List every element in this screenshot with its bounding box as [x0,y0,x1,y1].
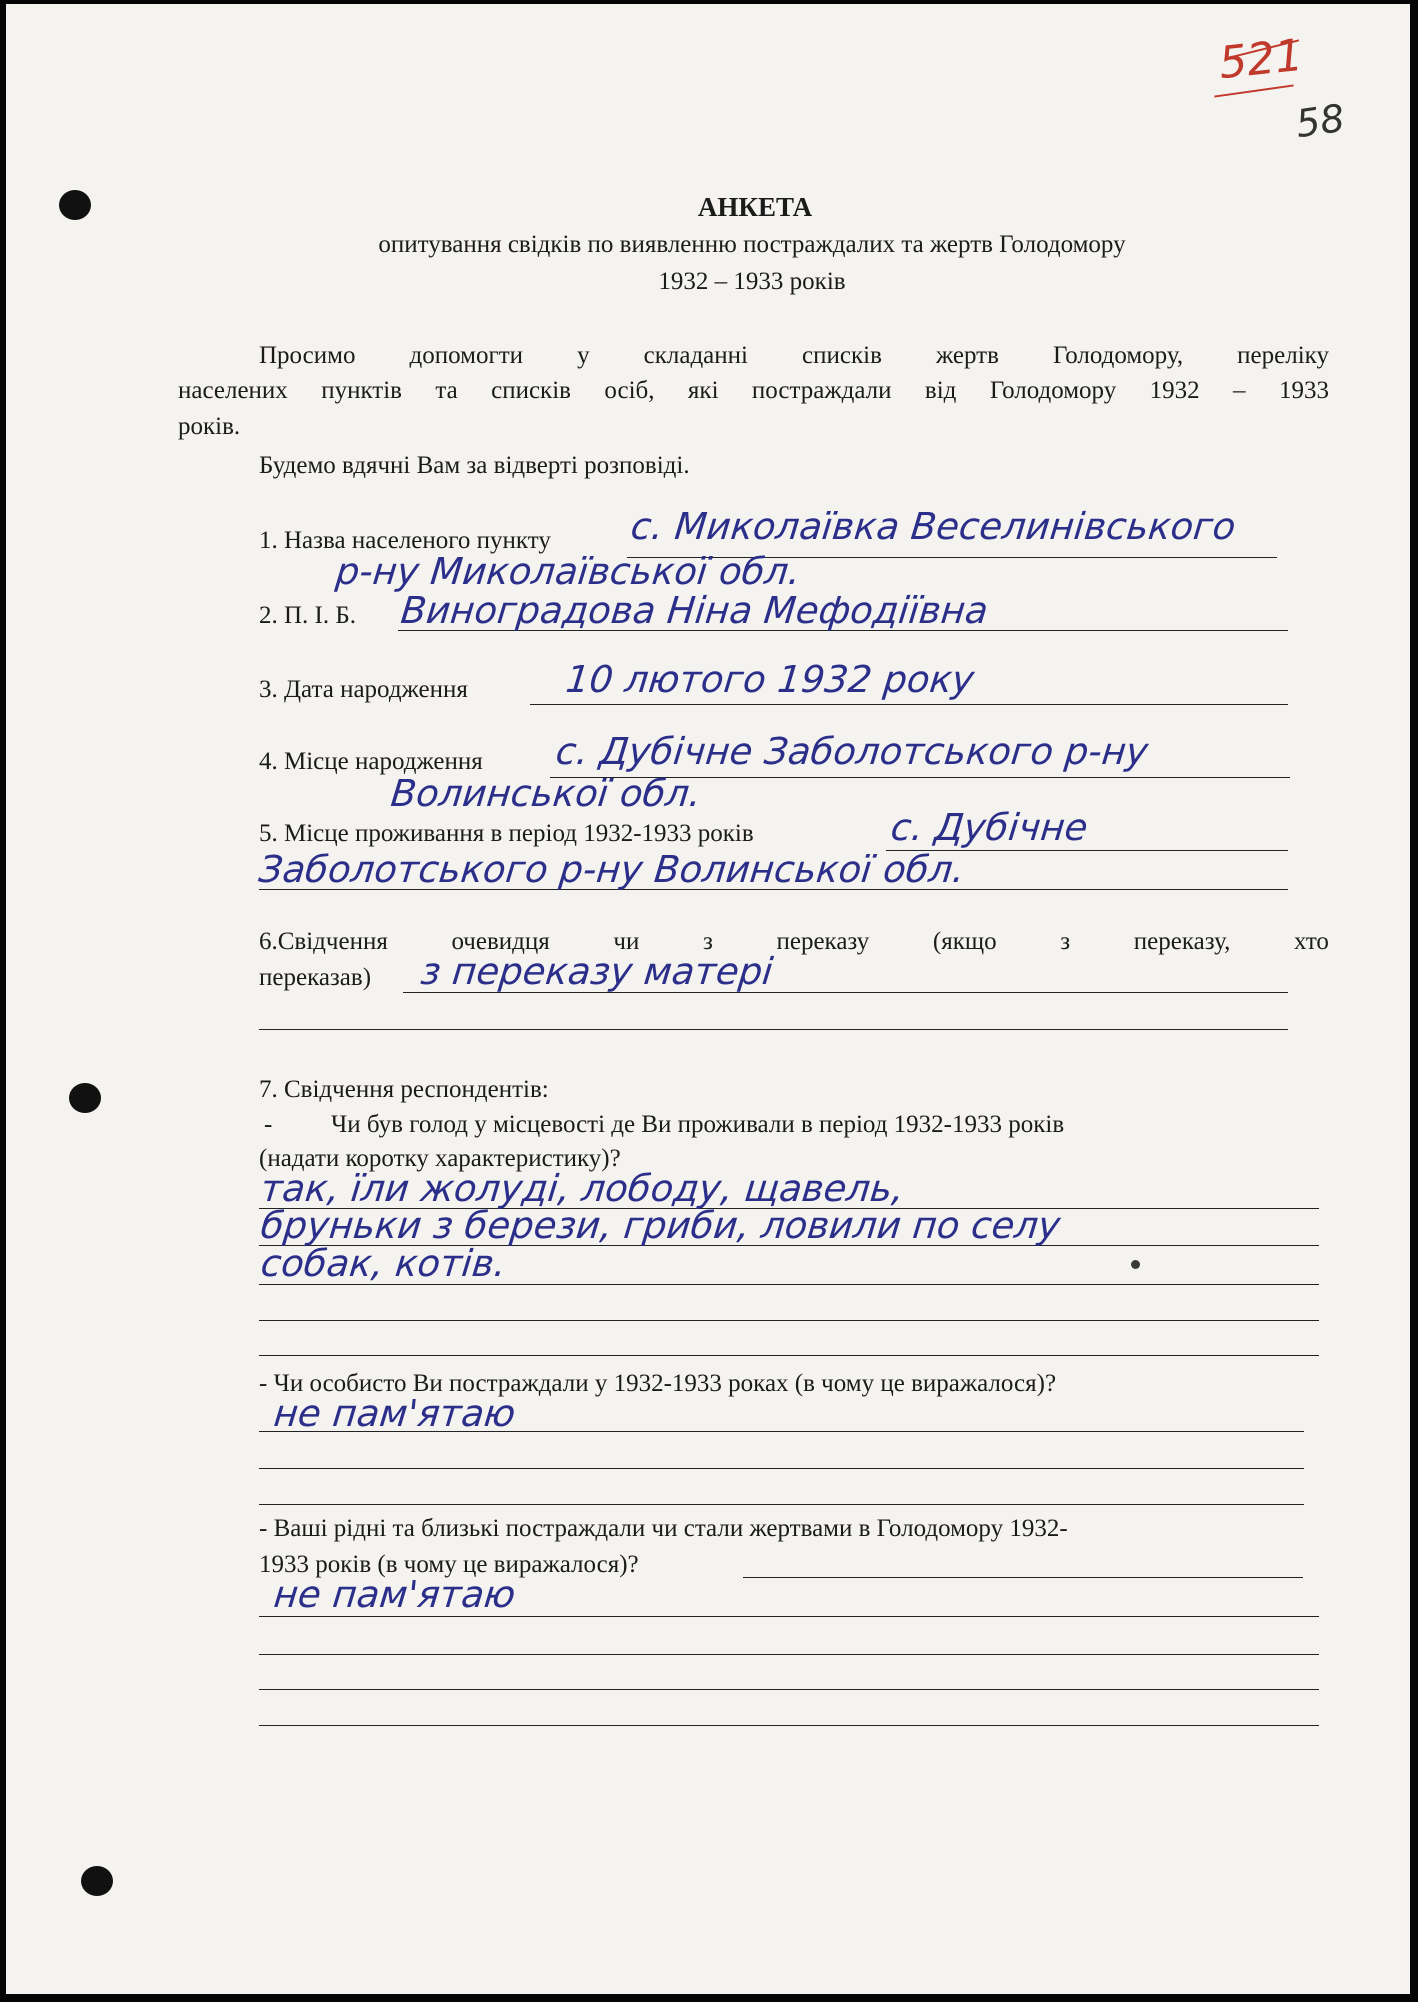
archive-page-number: 58 [1293,95,1348,147]
q1-answer-1: так, їли жолуді, лободу, щавель, [258,1167,907,1210]
birth-place-value-cont: Волинської обл. [388,772,704,815]
settlement-value-cont: р-ну Миколаївської обл. [333,550,803,593]
birth-place-label: 4. Місце народження [259,748,483,775]
full-name-value: Виноградова Ніна Мефодіївна [398,589,991,632]
intro-line-3: років. [178,413,241,440]
testimony-type-line-2 [259,1029,1288,1030]
form-subtitle: опитування свідків по виявленню постраждалих та жертв Голодомору [378,231,1126,258]
settlement-label: 1. Назва населеного пункту [259,527,551,554]
form-title: АНКЕТА [697,192,813,222]
q1-question: Чи був голод у місцевості де Ви проживали в період 1932-1933 років [331,1111,1065,1138]
q1-question-cont: (надати коротку характеристику)? [259,1145,621,1172]
q3-answer-line-1 [743,1577,1303,1578]
form-years: 1932 – 1933 років [658,268,846,295]
residence-label: 5. Місце проживання в період 1932-1933 років [259,820,754,847]
q3-answer-line-3 [259,1654,1319,1655]
intro-line-1: Просимо допомогти у складанні списків жертв Голодомору, переліку [259,342,1329,369]
testimony-type-label: 6.Свідчення очевидця чи з переказу (якщо з переказу, хто [259,928,1329,955]
punch-hole-middle [69,1083,101,1113]
q3-answer-line-4 [259,1689,1319,1690]
section7-heading: 7. Свідчення респондентів: [259,1076,549,1103]
q3-question-cont: 1933 років (в чому це виражалося)? [259,1551,639,1578]
q2-answer: не пам'ятаю [271,1392,518,1435]
q2-answer-line-2 [259,1468,1304,1469]
testimony-type-value: з переказу матері [418,950,775,993]
birth-date-line [530,704,1288,705]
archive-sheet-number: 521 [1216,29,1306,90]
punch-hole-bottom [81,1866,113,1896]
q2-question: - Чи особисто Ви постраждали у 1932-1933 роках (в чому це виражалося)? [259,1370,1057,1397]
residence-value: с. Дубічне [888,806,1090,849]
q3-answer-line-5 [259,1725,1319,1726]
residence-value-cont: Заболотського р-ну Волинської обл. [256,848,967,891]
ink-speck [1131,1260,1140,1269]
birth-place-value: с. Дубічне Заболотського р-ну [553,730,1151,773]
q1-dash: - [264,1111,273,1138]
q3-answer-line-2 [259,1616,1319,1617]
q1-answer-3: собак, котів. [258,1242,509,1285]
testimony-type-label-cont: переказав) [259,964,372,991]
q3-question: - Ваші рідні та близькі постраждали чи стали жертвами в Голодомору 1932- [259,1515,1068,1542]
full-name-label: 2. П. І. Б. [259,602,356,629]
intro-thanks: Будемо вдячні Вам за відверті розповіді. [259,452,690,479]
intro-line-2: населених пунктів та списків осіб, які постраждали від Голодомору 1932 – 1933 [178,377,1329,404]
q1-answer-line-4 [259,1320,1319,1321]
settlement-value: с. Миколаївка Веселинівського [628,505,1238,548]
q1-answer-line-5 [259,1355,1319,1356]
q3-answer: не пам'ятаю [271,1573,518,1616]
questionnaire-sheet [6,4,1410,1994]
birth-date-value: 10 лютого 1932 року [563,658,977,701]
birth-date-label: 3. Дата народження [259,676,468,703]
q2-answer-line-3 [259,1504,1304,1505]
q1-answer-2: бруньки з берези, гриби, ловили по селу [258,1204,1063,1247]
